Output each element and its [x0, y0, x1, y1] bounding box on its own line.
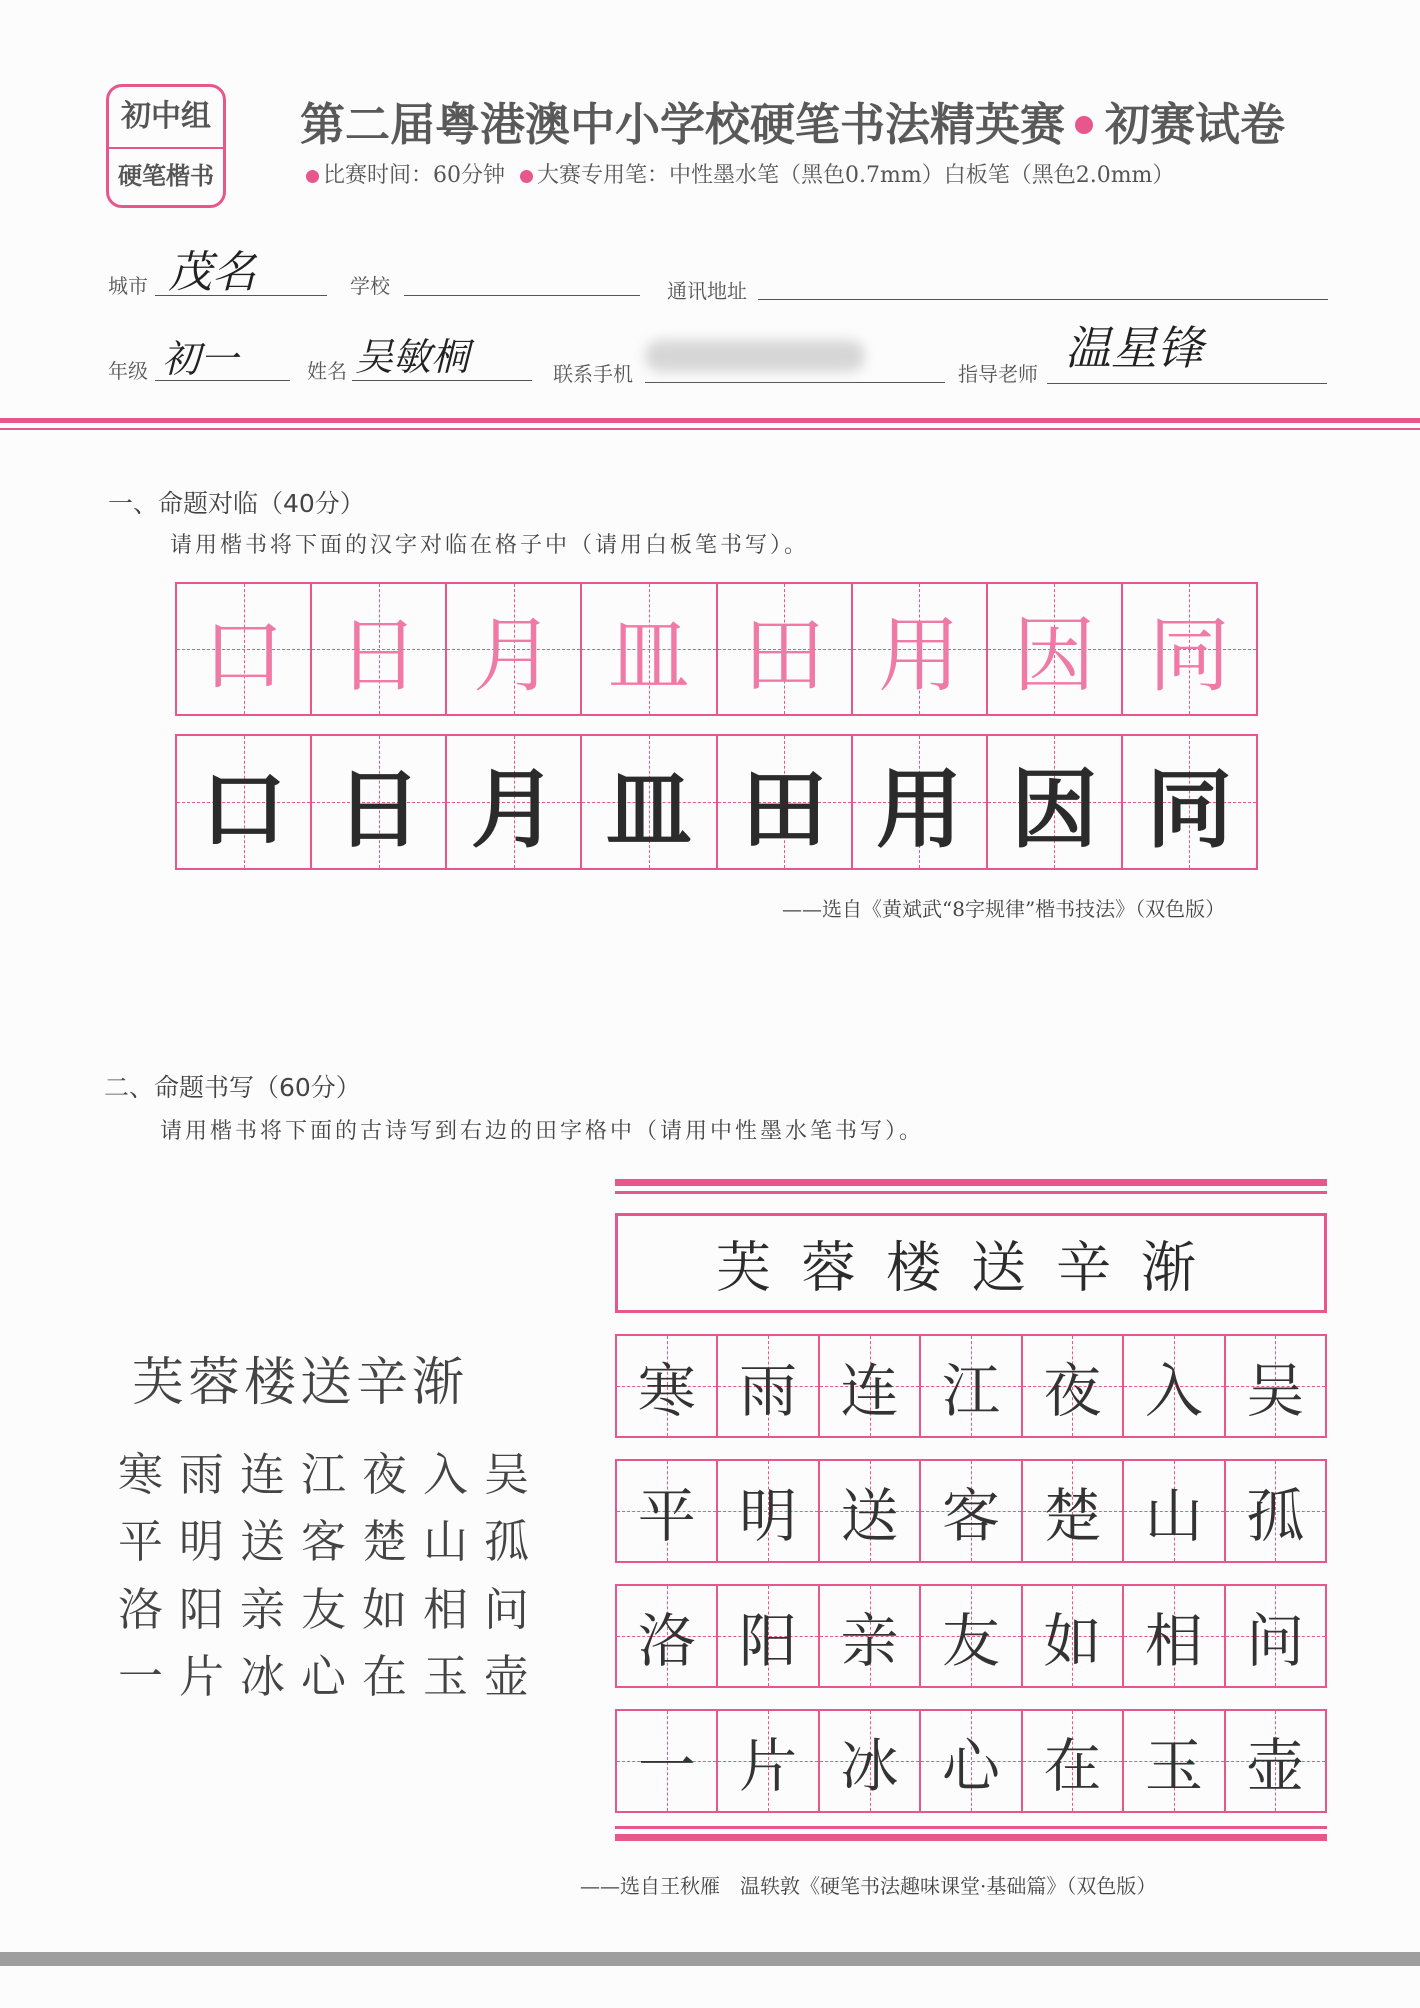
grid-cell[interactable] [1023, 1336, 1124, 1436]
grid-cell[interactable] [177, 584, 312, 714]
grid-char: 同 [1148, 608, 1231, 704]
grid-char: 明 [739, 1482, 798, 1550]
address-label: 通讯地址 [667, 279, 747, 303]
poem-line-3: 洛阳亲友如相问 [118, 1583, 546, 1636]
grid-cell[interactable] [447, 736, 582, 868]
grid-char: 壶 [1246, 1732, 1305, 1800]
grid-cell[interactable] [1226, 1586, 1325, 1686]
section1-desc: 请用楷书将下面的汉字对临在格子中（请用白板笔书写）。 [170, 533, 810, 558]
badge-group-label: 初中组 [109, 87, 223, 149]
grid-char: 田 [743, 608, 826, 704]
grid-char: 皿 [605, 760, 692, 860]
grid-cell[interactable] [1226, 1711, 1325, 1811]
header-divider-thin [0, 428, 1420, 430]
grid-cell[interactable] [1023, 1586, 1124, 1686]
exam-info [306, 158, 1174, 189]
name-value: 吴敏桐 [355, 335, 470, 379]
exam-pen: 大赛专用笔：中性墨水笔（黑色0.7mm）白板笔（黑色2.0mm） [537, 163, 1175, 188]
grid-char: 寒 [637, 1357, 696, 1425]
grid-char: 阳 [739, 1607, 798, 1675]
grid-cell[interactable] [582, 584, 717, 714]
grid-cell[interactable] [1226, 1461, 1325, 1561]
grid-cell[interactable] [617, 1711, 718, 1811]
badge-category-label: 硬笔楷书 [118, 161, 214, 190]
grid-cell[interactable] [617, 1461, 718, 1561]
grid-char: 皿 [607, 608, 690, 704]
grid-char: 吴 [1246, 1357, 1305, 1425]
grid-char: 日 [337, 608, 420, 704]
written-poem-title: 芙蓉楼送辛渐 [715, 1235, 1226, 1300]
grid-char: 友 [941, 1607, 1000, 1675]
grid-char: 用 [878, 608, 961, 704]
grid-char: 口 [200, 760, 287, 860]
grid-cell[interactable] [1023, 1711, 1124, 1811]
grid-cell[interactable] [988, 584, 1123, 714]
grid-cell[interactable] [1124, 1586, 1225, 1686]
grid-cell[interactable] [1124, 1461, 1225, 1561]
section2-caption: ——选自王秋雁 温轶敦《硬笔书法趣味课堂·基础篇》（双色版） [580, 1874, 1157, 1898]
writing-char-grid[interactable] [175, 734, 1258, 870]
grid-cell[interactable] [617, 1586, 718, 1686]
page-title [300, 88, 1285, 153]
grid-cell[interactable] [1124, 1336, 1225, 1436]
poem-title: 芙蓉楼送辛渐 [132, 1353, 469, 1413]
grade-label: 年级 [108, 359, 148, 383]
grid-char: 夜 [1043, 1357, 1102, 1425]
title-suffix: 初赛试卷 [1105, 98, 1286, 151]
grid-char: 同 [1146, 760, 1233, 860]
grid-char: 心 [941, 1732, 1000, 1800]
grid-cell[interactable] [820, 1336, 921, 1436]
teacher-field[interactable] [1047, 383, 1327, 384]
grid-cell[interactable] [312, 736, 447, 868]
grid-cell[interactable] [853, 584, 988, 714]
grid-char: 玉 [1144, 1732, 1203, 1800]
grid-cell[interactable] [617, 1336, 718, 1436]
grid-char: 口 [202, 608, 285, 704]
sheet-bottom-bar-thin [615, 1826, 1327, 1829]
grid-cell[interactable] [988, 736, 1123, 868]
grid-cell[interactable] [853, 736, 988, 868]
header-divider [0, 418, 1420, 423]
grid-cell[interactable] [718, 1461, 819, 1561]
teacher-value: 温星锋 [1065, 321, 1203, 375]
grid-cell[interactable] [312, 584, 447, 714]
bullet-icon [306, 170, 319, 183]
grid-char: 冰 [840, 1732, 899, 1800]
grid-cell[interactable] [921, 1461, 1022, 1561]
grid-char: 相 [1144, 1607, 1203, 1675]
grid-char: 田 [741, 760, 828, 860]
grid-cell[interactable] [718, 1711, 819, 1811]
teacher-label: 指导老师 [958, 362, 1038, 386]
section1-title: 一、命题对临（40分） [108, 489, 365, 518]
grid-char: 平 [637, 1482, 696, 1550]
address-field[interactable] [758, 299, 1328, 300]
grid-char: 山 [1144, 1482, 1203, 1550]
title-main: 第二届粤港澳中小学校硬笔书法精英赛 [300, 98, 1066, 151]
grid-char: 江 [941, 1357, 1000, 1425]
city-label: 城市 [108, 274, 148, 298]
grid-char: 洛 [637, 1607, 696, 1675]
grid-char: 片 [739, 1732, 798, 1800]
grid-char: 送 [840, 1482, 899, 1550]
poem-line-1: 寒雨连江夜入吴 [118, 1448, 546, 1501]
sheet-top-bar [615, 1179, 1327, 1186]
grid-cell[interactable] [1226, 1336, 1325, 1436]
grid-char: 亲 [840, 1607, 899, 1675]
grid-char: 因 [1011, 760, 1098, 860]
name-label: 姓名 [307, 359, 347, 383]
grid-char: 如 [1043, 1607, 1102, 1675]
sheet-bottom-bar [615, 1834, 1327, 1841]
grid-char: 月 [470, 760, 557, 860]
bullet-icon [520, 170, 533, 183]
grid-cell[interactable] [820, 1586, 921, 1686]
grid-char: 日 [335, 760, 422, 860]
grid-char: 孤 [1246, 1482, 1305, 1550]
exam-time: 比赛时间：60分钟 [323, 163, 505, 188]
model-char-grid [175, 582, 1258, 716]
grid-char: 问 [1246, 1607, 1305, 1675]
phone-value-redacted [645, 340, 865, 372]
grid-cell[interactable] [718, 1586, 819, 1686]
grid-char: 连 [840, 1357, 899, 1425]
footer-bar [0, 1952, 1420, 1966]
school-label: 学校 [350, 274, 390, 298]
school-field[interactable] [404, 295, 640, 296]
grid-cell[interactable] [820, 1461, 921, 1561]
sheet-top-bar-thin [615, 1191, 1327, 1194]
grid-char: 因 [1013, 608, 1096, 704]
grid-cell[interactable] [1124, 1711, 1225, 1811]
grid-cell[interactable] [718, 584, 853, 714]
grid-cell[interactable] [820, 1711, 921, 1811]
grid-char: 客 [941, 1482, 1000, 1550]
title-bullet-icon [1075, 116, 1093, 134]
grid-cell[interactable] [1023, 1461, 1124, 1561]
grid-cell[interactable] [921, 1711, 1022, 1811]
poem-row-2[interactable] [615, 1459, 1327, 1563]
grid-char: 月 [472, 608, 555, 704]
grid-char: 雨 [739, 1357, 798, 1425]
grid-cell[interactable] [921, 1336, 1022, 1436]
poem-title-box[interactable] [615, 1213, 1327, 1313]
poem-row-1[interactable] [615, 1334, 1327, 1438]
grid-cell[interactable] [1123, 584, 1256, 714]
grid-char: 在 [1043, 1732, 1102, 1800]
grid-cell[interactable] [447, 584, 582, 714]
grid-cell[interactable] [1123, 736, 1256, 868]
grid-char: 楚 [1043, 1482, 1102, 1550]
group-badge [106, 84, 226, 208]
grid-cell[interactable] [921, 1586, 1022, 1686]
grid-cell[interactable] [177, 736, 312, 868]
section1-caption: ——选自《黄斌武“8字规律”楷书技法》（双色版） [782, 897, 1226, 921]
section2-desc: 请用楷书将下面的古诗写到右边的田字格中（请用中性墨水笔书写）。 [160, 1119, 925, 1144]
section2-title: 二、命题书写（60分） [104, 1073, 361, 1102]
grid-cell[interactable] [718, 1336, 819, 1436]
grid-cell[interactable] [582, 736, 717, 868]
city-value: 茂名 [168, 247, 256, 298]
poem-line-2: 平明送客楚山孤 [118, 1515, 546, 1568]
grid-char: 用 [876, 760, 963, 860]
poem-row-4[interactable] [615, 1709, 1327, 1813]
grid-cell[interactable] [718, 736, 853, 868]
phone-field[interactable] [645, 382, 945, 383]
grid-char: 一 [637, 1732, 696, 1800]
grid-char: 入 [1144, 1357, 1203, 1425]
poem-line-4: 一片冰心在玉壶 [118, 1650, 546, 1703]
grade-value: 初一 [162, 337, 239, 381]
phone-label: 联系手机 [553, 362, 633, 386]
poem-row-3[interactable] [615, 1584, 1327, 1688]
